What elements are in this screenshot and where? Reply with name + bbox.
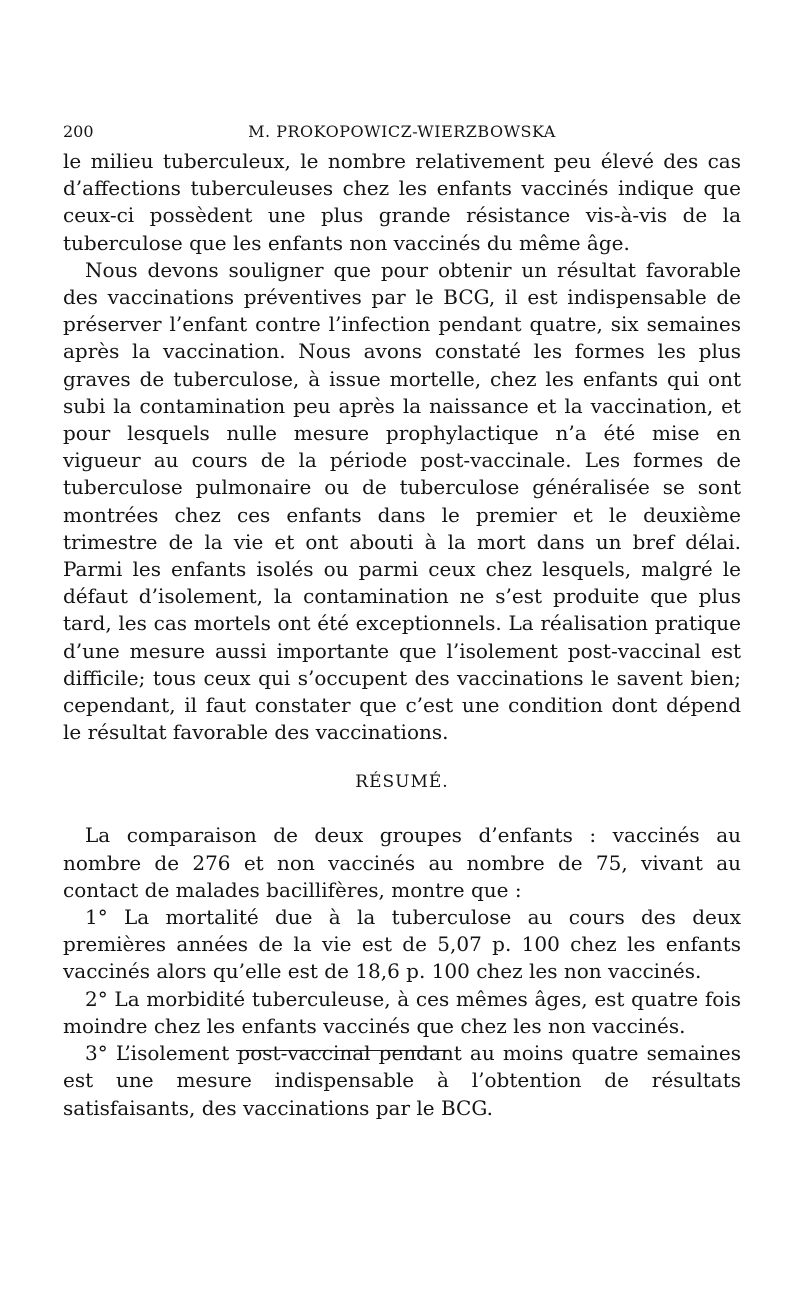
summary-point-1: 1° La mortalité due à la tuberculose au cours des deux premières années de la vie est de 5,07 p. 100 chez les enfants vaccinés alors qu’elle est de 18,6 p. 100 chez les non vaccinés.	[63, 905, 741, 984]
running-head-author: M. PROKOPOWICZ-WIERZBOWSKA	[248, 122, 556, 141]
page-number: 200	[63, 122, 94, 141]
summary-heading: RÉSUMÉ.	[355, 772, 449, 793]
summary-intro: La comparaison de deux groupes d’enfants : vaccinés au nombre de 276 et non vaccinés au nombre de 75, vivant au contact de malades bacillifères, montre que :	[63, 823, 741, 902]
summary-point-2: 2° La morbidité tuberculeuse, à ces mêmes âges, est quatre fois moindre chez les enfants vaccinés que chez les non vaccinés.	[63, 986, 741, 1038]
body-paragraph-1: le milieu tuberculeux, le nombre relativement peu élevé des cas d’affections tuberculeuses chez les enfants vaccinés indique que ceux-ci possèdent une plus grande résistance vis-à-vis de la tuberculose que les enfants non vaccinés du même âge.	[63, 149, 741, 255]
summary-point-3: 3° L’isolement post-vaccinal pendant au moins quatre semaines est une mesure indispensable à l’obtention de résultats satisfaisants, des vaccinations par le BCG.	[63, 1041, 741, 1120]
running-head	[63, 118, 741, 148]
body-paragraph-2: Nous devons souligner que pour obtenir un résultat favorable des vaccinations préventives par le BCG, il est indispensable de préserver l’enfant contre l’infection pendant quatre, six semaines après la vaccination. Nous avons constaté les formes les plus graves de tuberculose, à issue mortelle, chez les enfants qui ont subi la contamination peu après la naissance et la vaccination, et pour lesquels nulle mesure prophylactique n’a été mise en vigueur au cours de la période post-vaccinale. Les formes de tuberculose pulmonaire ou de tuberculose généralisée se sont montrées chez ces enfants dans le premier et le deuxième trimestre de la vie et ont abouti à la mort dans un bref délai. Parmi les enfants isolés ou parmi ceux chez lesquels, malgré le défaut d’isolement, la contamination ne s’est produite que plus tard, les cas mortels ont été exceptionnels. La réalisation pratique d’une mesure aussi importante que l’isolement post-vaccinal est difficile; tous ceux qui s’occupent des vaccinations le savent bien; cependant, il faut constater que c’est une condition dont dépend le résultat favorable des vaccinations.	[63, 257, 741, 745]
end-rule	[236, 1050, 450, 1051]
page	[63, 118, 741, 1122]
